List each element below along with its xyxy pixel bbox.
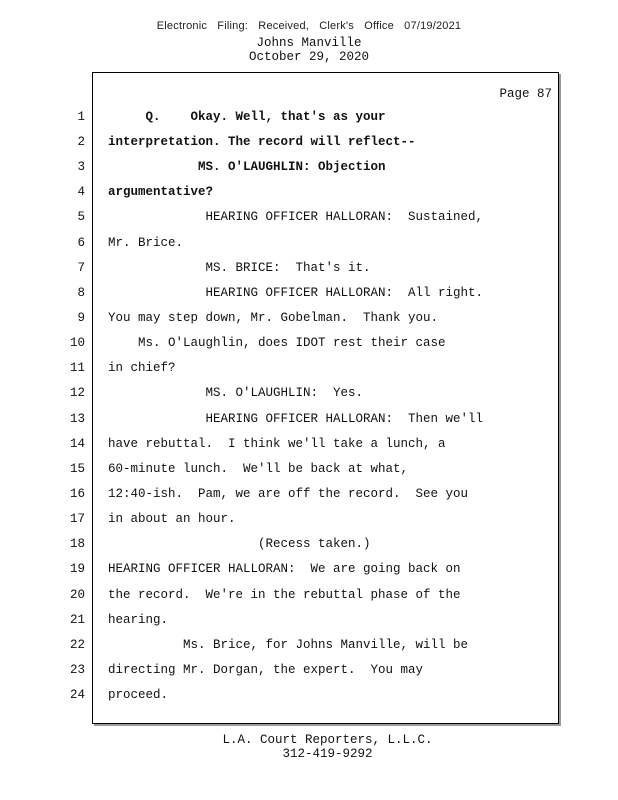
transcript-line: Q. Okay. Well, that's as your [108,110,386,124]
line-number: 20 [69,588,85,602]
line-number: 2 [77,135,85,149]
reporter-phone: 312-419-9292 [282,747,373,761]
line-number: 1 [77,110,85,124]
transcript-line: in chief? [108,361,176,375]
transcript-line: You may step down, Mr. Gobelman. Thank you. [108,311,439,325]
line-number: 19 [69,562,85,576]
line-number: 12 [69,386,85,400]
transcript-line: HEARING OFFICER HALLORAN: Sustained, [108,210,484,224]
line-number: 3 [77,160,85,174]
line-number: 7 [77,261,85,275]
line-number: 5 [77,210,85,224]
transcript-line: argumentative? [108,185,214,199]
transcript-line: Ms. O'Laughlin, does IDOT rest their case [108,336,446,350]
line-number: 21 [69,613,85,627]
transcript-line: HEARING OFFICER HALLORAN: Then we'll [108,412,484,426]
line-number: 18 [69,537,85,551]
line-number: 4 [77,185,85,199]
line-number: 16 [69,487,85,501]
transcript-line: Ms. Brice, for Johns Manville, will be [108,638,469,652]
case-name: Johns Manville [256,36,362,50]
transcript-line: MS. O'LAUGHLIN: Yes. [108,386,364,400]
reporter-company: L.A. Court Reporters, L.L.C. [222,733,433,747]
transcript-line: HEARING OFFICER HALLORAN: We are going back on [108,562,461,576]
filing-stamp: Electronic Filing: Received, Clerk's Office 07/19/2021 [156,20,462,32]
line-number: 10 [69,336,85,350]
transcript-line: HEARING OFFICER HALLORAN: All right. [108,286,484,300]
transcript-line: (Recess taken.) [108,537,371,551]
transcript-line: directing Mr. Dorgan, the expert. You may [108,663,424,677]
transcript-line: MS. O'LAUGHLIN: Objection [108,160,386,174]
transcript-line: Mr. Brice. [108,236,184,250]
page-number: Page 87 [499,87,552,101]
transcript-line: proceed. [108,688,169,702]
deposition-date: October 29, 2020 [248,50,370,64]
transcript-line: in about an hour. [108,512,236,526]
line-number: 14 [69,437,85,451]
line-number: 23 [69,663,85,677]
line-number: 6 [77,236,85,250]
transcript-line: 12:40-ish. Pam, we are off the record. See you [108,487,469,501]
transcript-line: 60-minute lunch. We'll be back at what, [108,462,409,476]
line-number: 22 [69,638,85,652]
line-number: 15 [69,462,85,476]
line-number: 9 [77,311,85,325]
transcript-line: MS. BRICE: That's it. [108,261,371,275]
transcript-line: interpretation. The record will reflect-- [108,135,416,149]
line-number: 17 [69,512,85,526]
line-number: 11 [69,361,85,375]
line-number: 24 [69,688,85,702]
transcript-line: have rebuttal. I think we'll take a lunch, a [108,437,446,451]
line-number: 8 [77,286,85,300]
transcript-line: the record. We're in the rebuttal phase of the [108,588,461,602]
line-number: 13 [69,412,85,426]
transcript-line: hearing. [108,613,169,627]
